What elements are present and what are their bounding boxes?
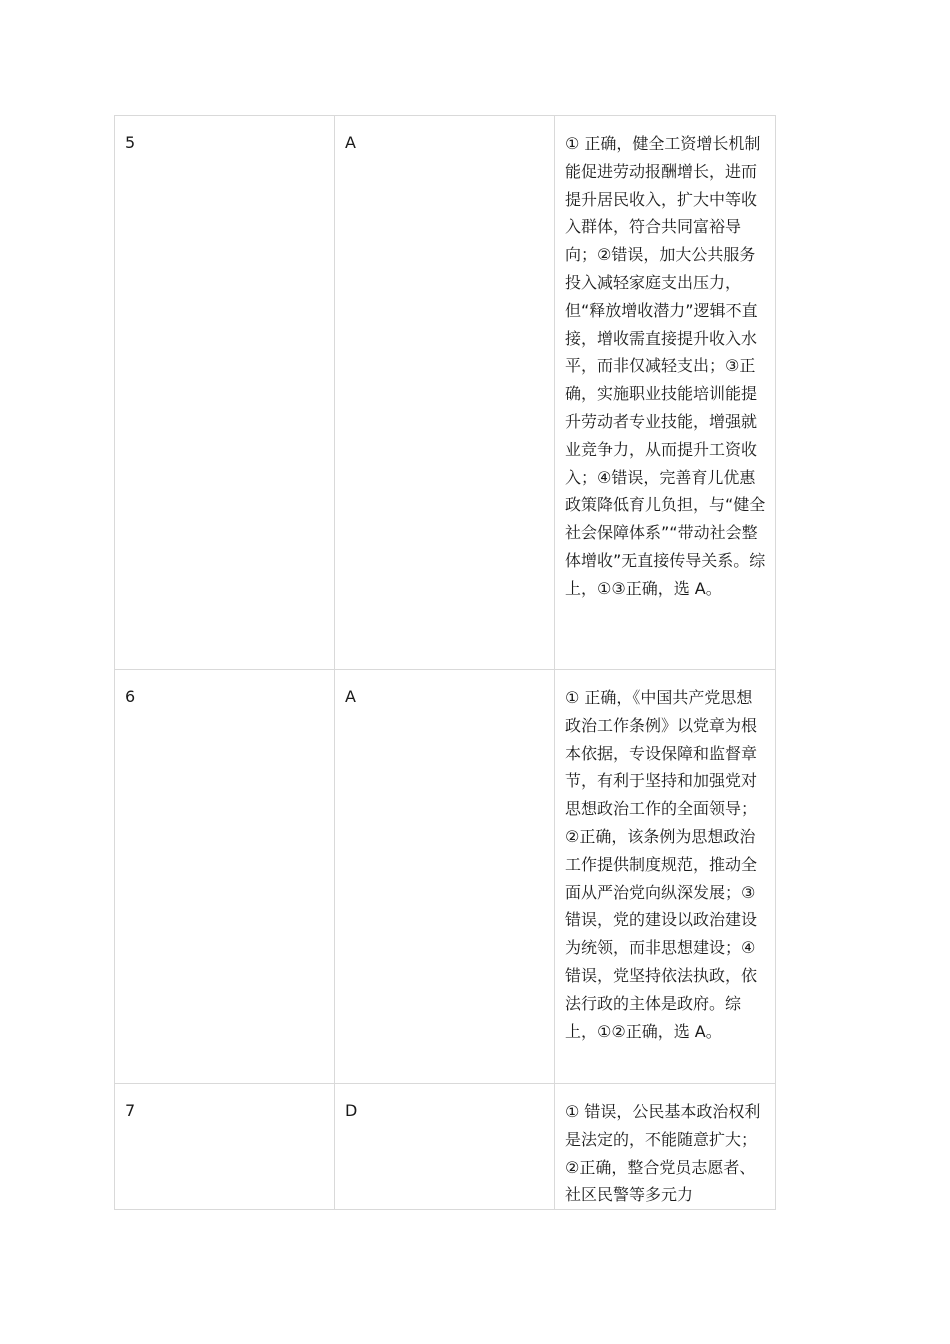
explanation-cell xyxy=(555,670,776,1084)
question-number-cell xyxy=(115,116,335,670)
question-number: 5 xyxy=(125,133,136,152)
answer-cell xyxy=(335,1084,555,1210)
question-number: 7 xyxy=(125,1101,136,1120)
answer-table xyxy=(114,115,776,1210)
explanation-text: ① 正确，《中国共产党思想政治工作条例》以党章为根本依据，专设保障和监督章节，有利于坚持和加强党对思想政治工作的全面领导；②正确，该条例为思想政治工作提供制度规范，推动全面从严治党向纵深发展；③错误，党的建设以政治建设为统领，而非思想建设；④错误，党坚持依法执政，依法行政的主体是政府。综上，①②正确，选 A。 xyxy=(565,688,758,1041)
answer-cell xyxy=(335,670,555,1084)
question-number-cell xyxy=(115,1084,335,1210)
table-row xyxy=(115,1084,776,1210)
answer-letter: D xyxy=(345,1101,358,1120)
explanation-text: ① 错误，公民基本政治权利是法定的，不能随意扩大；②正确，整合党员志愿者、社区民警等多元力 xyxy=(565,1102,761,1205)
table-row xyxy=(115,116,776,670)
answer-letter: A xyxy=(345,687,356,706)
question-number: 6 xyxy=(125,687,136,706)
explanation-cell xyxy=(555,116,776,670)
explanation-cell xyxy=(555,1084,776,1210)
question-number-cell xyxy=(115,670,335,1084)
answer-letter: A xyxy=(345,133,356,152)
explanation-text: ① 正确，健全工资增长机制能促进劳动报酬增长，进而提升居民收入，扩大中等收入群体，符合共同富裕导向；②错误，加大公共服务投入减轻家庭支出压力，但“释放增收潜力”逻辑不直接，增收需直接提升收入水平，而非仅减轻支出；③正确，实施职业技能培训能提升劳动者专业技能，增强就业竞争力，从而提升工资收入；④错误，完善育儿优惠政策降低育儿负担，与“健全社会保障体系”“带动社会整体增收”无直接传导关系。综上，①③正确，选 A。 xyxy=(565,134,766,598)
table-row xyxy=(115,670,776,1084)
answer-cell xyxy=(335,116,555,670)
